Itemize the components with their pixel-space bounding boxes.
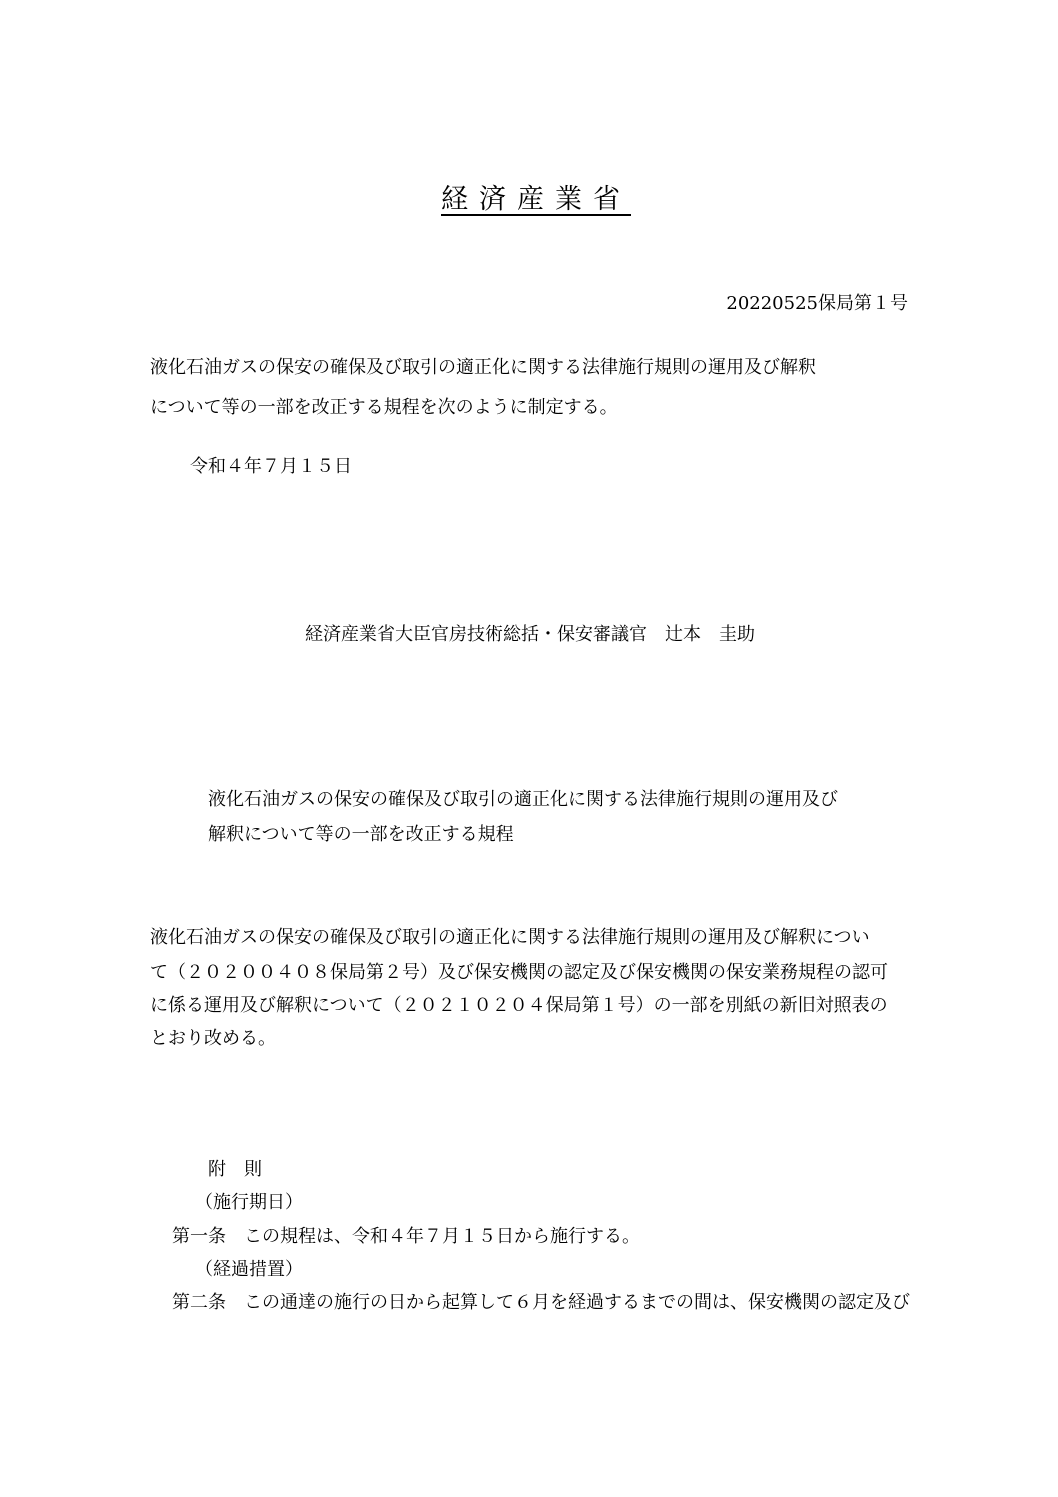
regulation-title-line-2: 解釈について等の一部を改正する規程 [208,824,514,845]
body-line-1: 液化石油ガスの保安の確保及び取引の適正化に関する法律施行規則の運用及び解釈につい [150,927,870,948]
regulation-title-line-1: 液化石油ガスの保安の確保及び取引の適正化に関する法律施行規則の運用及び [208,789,838,810]
document-number: 20220525保局第１号 [726,293,908,314]
body-line-2: て（２０２００４０８保局第２号）及び保安機関の認定及び保安機関の保安業務規程の認可 [150,962,888,983]
signer: 経済産業省大臣官房技術総括・保安審議官 辻本 圭助 [305,624,755,645]
article-2-caption: （経過措置） [195,1259,303,1280]
body-line-4: とおり改める。 [150,1028,276,1049]
supplementary-heading: 附 則 [208,1159,262,1180]
issue-date: 令和４年７月１５日 [190,456,352,477]
body-line-3: に係る運用及び解釈について（２０２１０２０４保局第１号）の一部を別紙の新旧対照表の [150,995,888,1016]
article-1-caption: （施行期日） [195,1192,303,1213]
article-1: 第一条 この規程は、令和４年７月１５日から施行する。 [172,1226,640,1247]
preamble-line-1: 液化石油ガスの保安の確保及び取引の適正化に関する法律施行規則の運用及び解釈 [150,357,816,378]
ministry-title: 経済産業省 [441,184,631,215]
preamble-line-2: について等の一部を改正する規程を次のように制定する。 [150,397,618,418]
article-2: 第二条 この通達の施行の日から起算して６月を経過するまでの間は、保安機関の認定及び [172,1292,910,1313]
